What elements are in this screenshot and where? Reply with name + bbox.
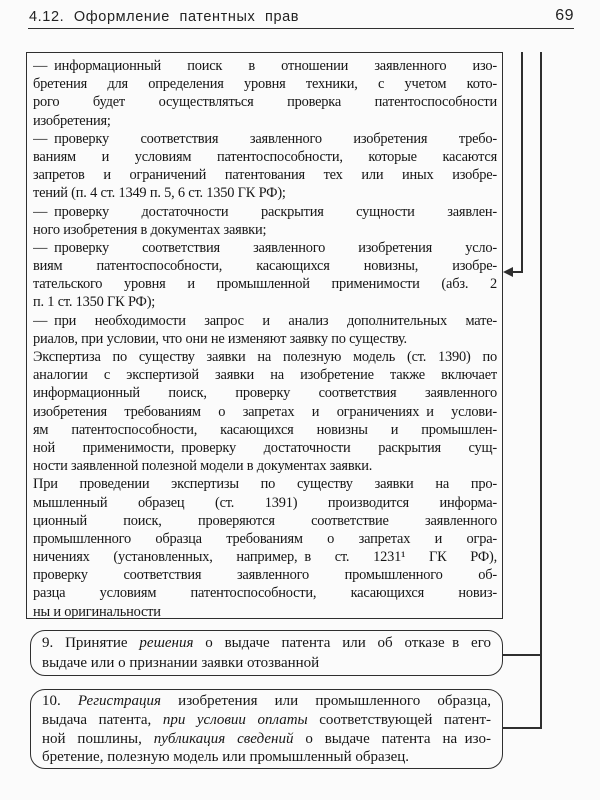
left-arrowhead-icon bbox=[503, 267, 513, 277]
text-line: ны и оригинальности bbox=[33, 603, 161, 619]
italic-text-segment: при условии оплаты bbox=[162, 711, 308, 728]
text-line: информационный поиск, проверку соответствия заявленного bbox=[33, 385, 497, 402]
text-segment: соответствующей патент- bbox=[307, 711, 491, 728]
text-line bbox=[42, 692, 491, 711]
text-line: аналогии с экспертизой заявки на изобретение также включает bbox=[33, 367, 497, 384]
text-line: тательского уровня и промышленной применимости (абз. 2 bbox=[33, 276, 497, 293]
connector-horizontal-box9 bbox=[503, 654, 542, 656]
text-line: разца условиям патентоспособности, касающихся новиз- bbox=[33, 585, 497, 602]
text-line bbox=[42, 730, 491, 749]
text-segment: выдача патента, bbox=[42, 711, 163, 728]
italic-text-segment: решения bbox=[139, 635, 194, 651]
section-title: 4.12. Оформление патентных прав bbox=[29, 9, 300, 25]
text-line: бретения для определения уровня техники, с учетом кото- bbox=[33, 76, 497, 93]
text-line: п. 1 ст. 1350 ГК РФ); bbox=[33, 294, 156, 311]
decision-step-box bbox=[30, 630, 503, 676]
text-line: ного изобретения в документах заявки; bbox=[33, 221, 267, 238]
text-segment: о выдаче патента на изо- bbox=[293, 730, 491, 747]
text-line bbox=[42, 633, 491, 653]
text-segment: бретение, полезную модель или промышленный образец. bbox=[42, 749, 410, 766]
text-line: запретов и ограничений патентования тех или иных изобре- bbox=[33, 167, 497, 184]
text-segment: выдаче или о признании заявки отозванной bbox=[42, 655, 320, 671]
text-line: риалов, при условии, что они не изменяют заявку по существу. bbox=[33, 330, 407, 347]
text-line: изобретения требованиям о запретах и ограничениях и услови- bbox=[33, 403, 497, 420]
text-line: ваниям и условиям патентоспособности, которые касаются bbox=[33, 148, 497, 165]
connector-vertical-arrow-branch bbox=[521, 52, 523, 272]
text-segment: 10. bbox=[42, 693, 78, 709]
text-line: промышленного образца требованиям о запретах и огра- bbox=[33, 530, 497, 547]
text-segment: изобретения или промышленного образца, bbox=[161, 693, 492, 709]
text-segment: ной пошлины, bbox=[42, 730, 154, 747]
text-line: ности заявленной полезной модели в документах заявки. bbox=[33, 458, 373, 475]
text-line: — при необходимости запрос и анализ дополнительных мате- bbox=[33, 312, 497, 329]
text-line: проверку соответствия заявленного промышленного об- bbox=[33, 567, 497, 584]
text-line: изобретения; bbox=[33, 112, 111, 129]
text-line bbox=[42, 653, 491, 673]
text-line bbox=[42, 711, 491, 730]
text-line: При проведении экспертизы по существу заявки на про- bbox=[33, 476, 497, 493]
text-line: — информационный поиск в отношении заявленного изо- bbox=[33, 58, 497, 74]
text-line: ям патентоспособности, касающихся новизны и промышлен- bbox=[33, 421, 497, 438]
text-line bbox=[42, 748, 491, 767]
text-segment: о выдаче патента или об отказе в его bbox=[193, 635, 491, 651]
italic-text-segment: Регистрация bbox=[77, 693, 162, 709]
connector-vertical-main bbox=[540, 52, 542, 729]
text-line: Экспертиза по существу заявки на полезную модель (ст. 1390) по bbox=[33, 349, 497, 365]
text-line: — проверку достаточности раскрытия сущности заявлен- bbox=[33, 203, 497, 220]
text-line: — проверку соответствия заявленного изобретения требо- bbox=[33, 130, 497, 147]
examination-details-box bbox=[26, 52, 503, 619]
page-number: 69 bbox=[555, 7, 574, 24]
text-line: — проверку соответствия заявленного изобретения усло- bbox=[33, 239, 497, 256]
text-line: ной применимости, проверку достаточности раскрытия сущ- bbox=[33, 439, 497, 456]
text-segment: 9. Принятие bbox=[42, 635, 140, 651]
page-header bbox=[28, 6, 574, 29]
connector-horizontal-box10 bbox=[503, 727, 542, 729]
italic-text-segment: публикация сведений bbox=[153, 730, 294, 747]
text-line: ционный поиск, проверяются соответствие заявленного bbox=[33, 512, 497, 529]
text-line: мышленный образец (ст. 1391) производится информа- bbox=[33, 494, 497, 511]
text-line: ничениях (установленных, например, в ст. 1231¹ ГК РФ), bbox=[33, 549, 497, 566]
text-line: рого будет осуществляться проверка патентоспособности bbox=[33, 94, 497, 111]
text-line: тений (п. 4 ст. 1349 п. 5, 6 ст. 1350 ГК РФ); bbox=[33, 185, 286, 202]
registration-step-box bbox=[30, 689, 503, 769]
text-line: виям патентоспособности, касающихся новизны, изобре- bbox=[33, 258, 497, 275]
